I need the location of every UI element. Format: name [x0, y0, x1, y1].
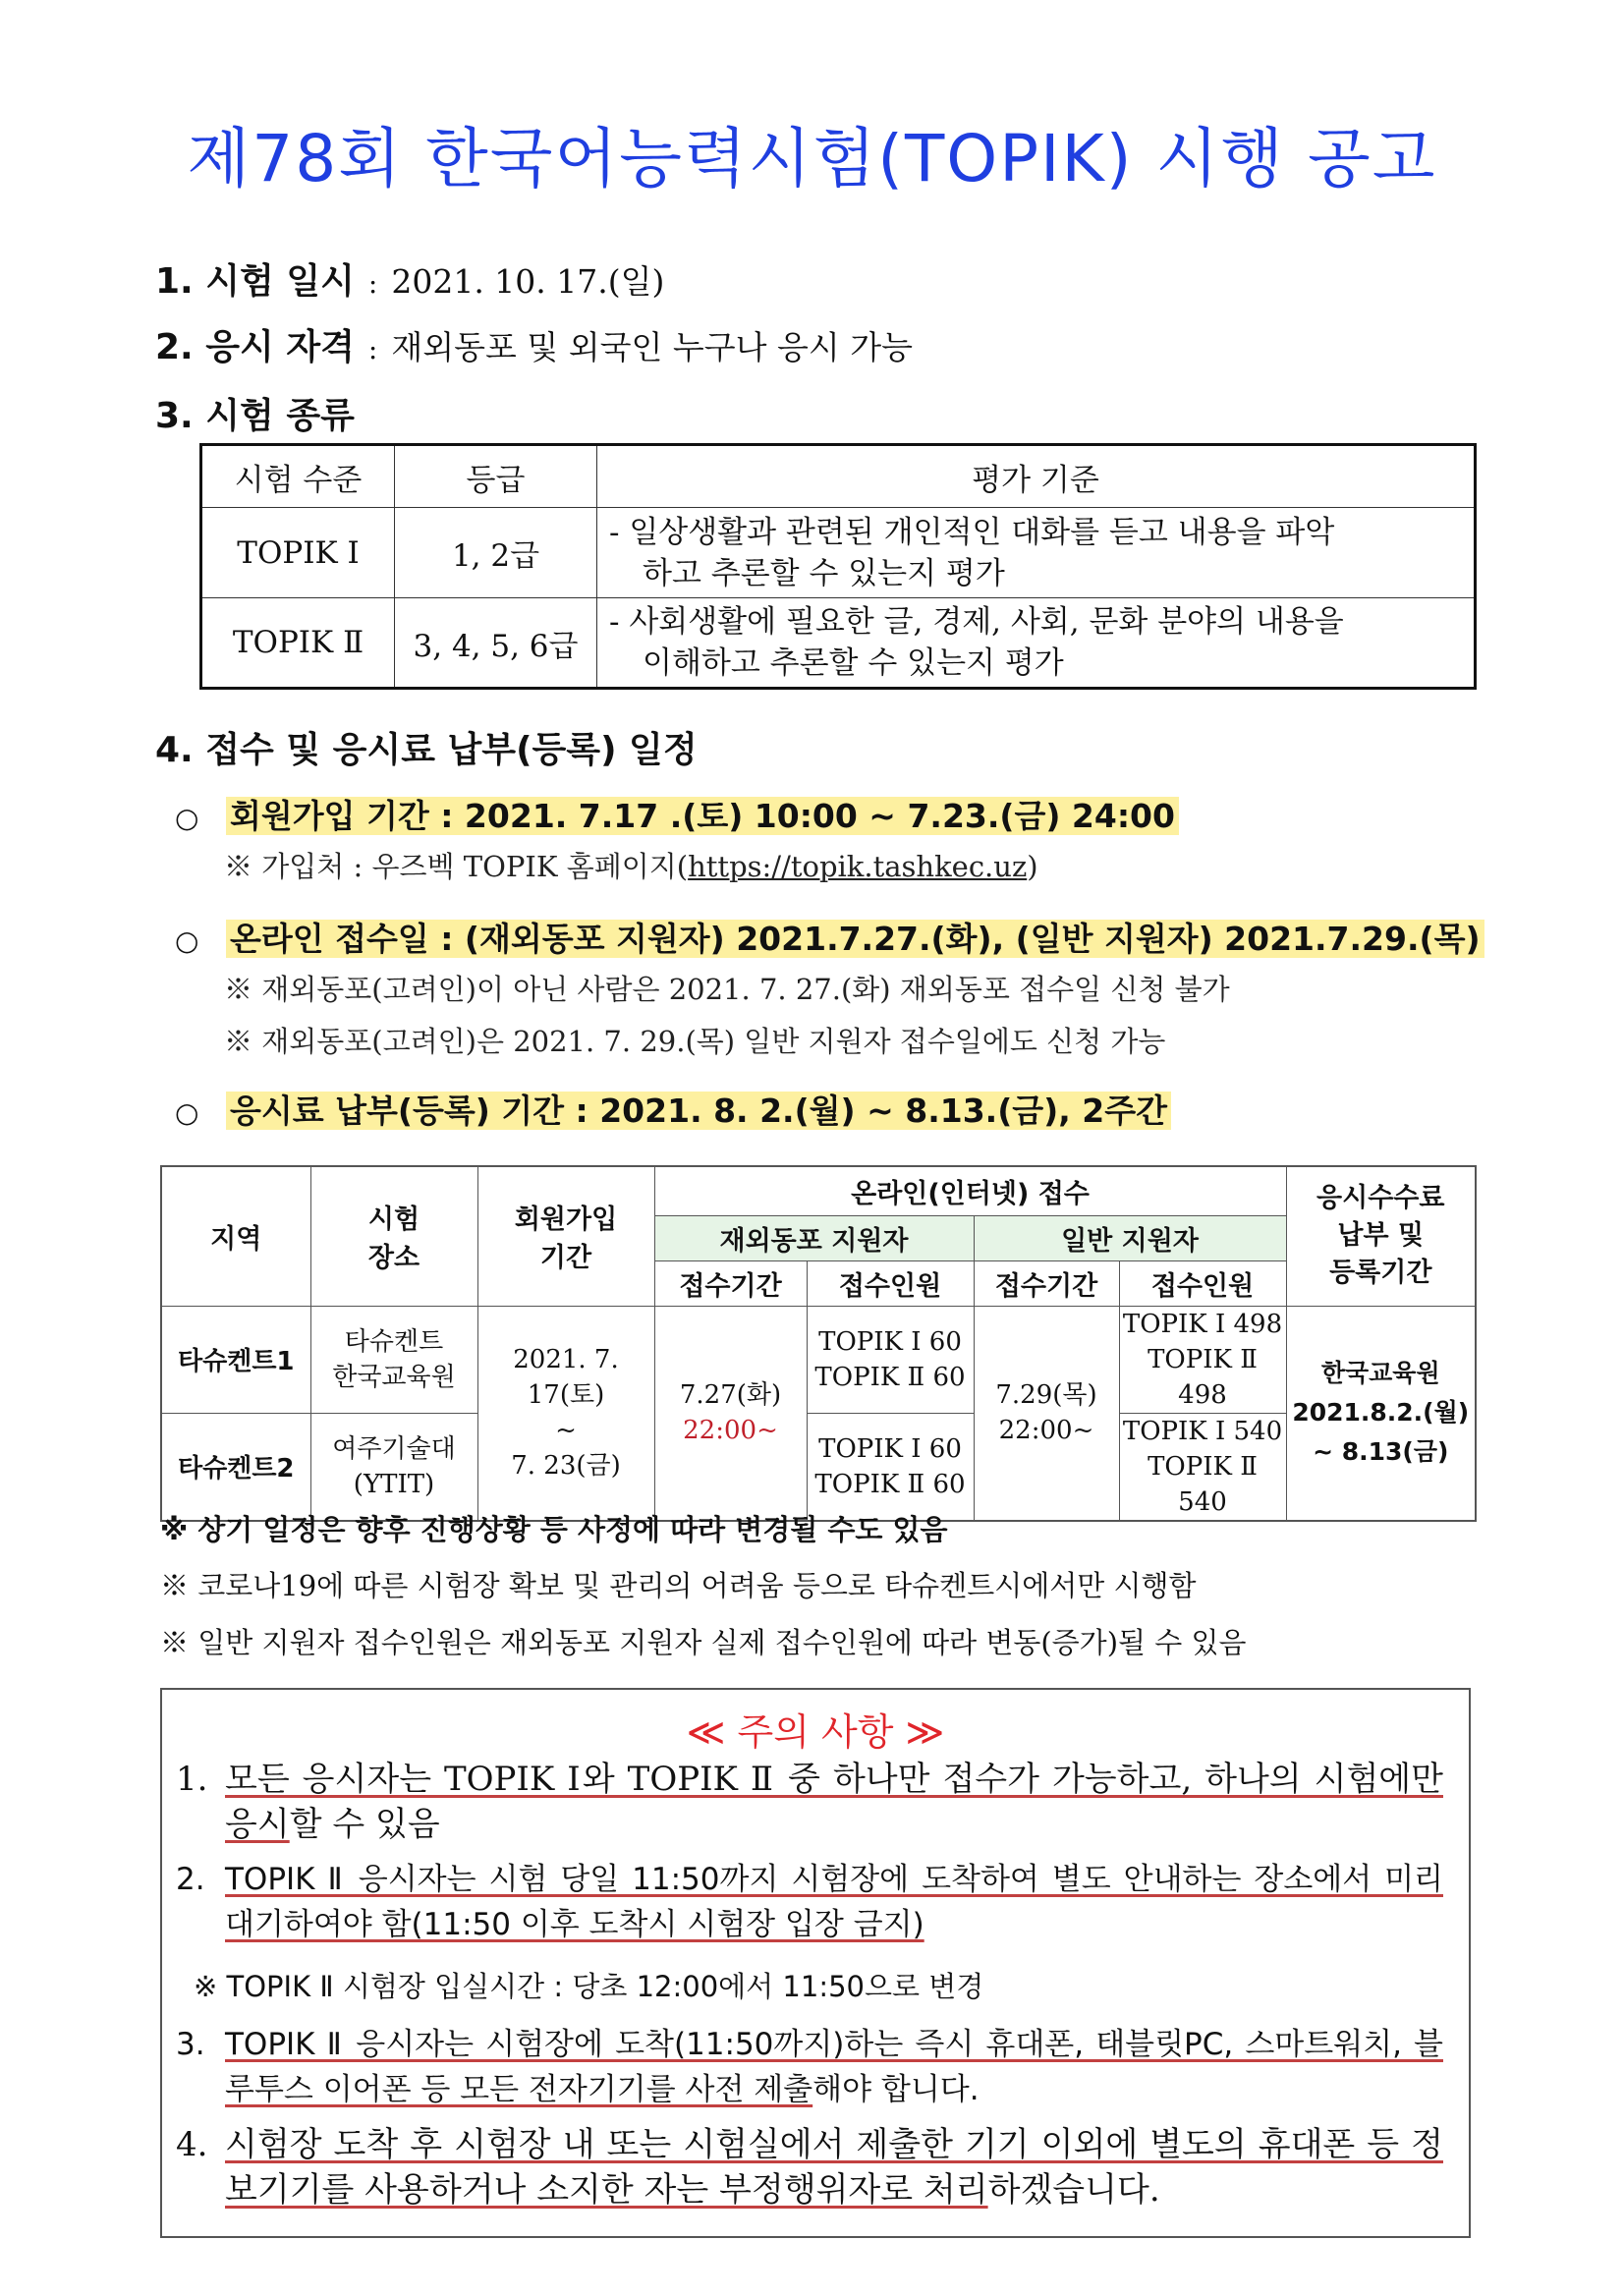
criteria-line: - 사회생활에 필요한 글, 경제, 사회, 문화 분야의 내용을 [609, 604, 1344, 640]
header-fee: 응시수수료 납부 및 등록기간 [1286, 1166, 1476, 1306]
item-number: 2. [176, 1862, 205, 1897]
region-cell: 타슈켄트2 [161, 1413, 310, 1521]
section-exam-date [155, 253, 664, 304]
bullet-circle: ○ [175, 924, 199, 957]
diaspora-period-cell: 7.27(화) 22:00~ [654, 1306, 807, 1521]
item-number: 4. [176, 2125, 208, 2164]
section-exam-types [155, 388, 355, 438]
caution-item [176, 2122, 1443, 2212]
online-apply-bullet [175, 914, 1484, 960]
caution-item [176, 2022, 1443, 2112]
caution-text: 할 수 있음 [289, 1805, 440, 1844]
caution-text: TOPIK Ⅱ 응시자는 시험장에 도착(11:50까지)하는 즉시 휴대폰, 태블릿PC, 스마트워치, 블루투스 이어폰 등 모든 전자기기를 사전 제출 [225, 2027, 1443, 2107]
section-label: 3. 시험 종류 [155, 396, 355, 436]
caution-text: 시험장 도착 후 시험장 내 또는 시험실에서 제출한 기기 이외에 별도의 휴대폰 등 정보기기를 사용하거나 소지한 자는 부정행위자로 처리 [225, 2125, 1443, 2210]
note-text: 재외동포(고려인)이 아닌 사람은 2021. 7. 27.(화) 재외동포 접수일 신청 불가 [261, 973, 1230, 1006]
section-label: 2. 응시 자격 [155, 327, 355, 367]
caution-note: ※ TOPIK Ⅱ 시험장 입실시간 : 당초 12:00에서 11:50으로 변경 [194, 1970, 984, 2003]
level-cell: TOPIK Ⅱ [201, 598, 395, 689]
quota-cell: TOPIK Ⅰ 60 TOPIK Ⅱ 60 [807, 1413, 974, 1521]
quota-cell: TOPIK Ⅰ 60 TOPIK Ⅱ 60 [807, 1306, 974, 1413]
signup-site-note [224, 845, 1038, 885]
quota-cell: TOPIK Ⅰ 498 TOPIK Ⅱ 498 [1119, 1306, 1286, 1413]
online-apply-note [224, 968, 1230, 1008]
caution-item [176, 1857, 1443, 1947]
online-apply-text: 온라인 접수일 : (재외동포 지원자) 2021.7.27.(화), (일반 지원자) 2021.7.29.(목) [226, 920, 1484, 958]
header-signup: 회원가입 기간 [477, 1166, 654, 1306]
region-cell: 타슈켄트1 [161, 1306, 310, 1413]
caution-text: 하겠습니다. [987, 2170, 1160, 2210]
header-region: 지역 [161, 1166, 310, 1306]
caution-box [160, 1688, 1471, 2238]
header-grade: 등급 [395, 445, 597, 508]
fee-period-bullet [175, 1086, 1171, 1132]
online-apply-note [224, 1020, 1165, 1060]
section-label: 4. 접수 및 응시료 납부(등록) 일정 [155, 730, 698, 770]
page-title: 제78회 한국어능력시험(TOPIK) 시행 공고 [187, 121, 1437, 196]
note-text: 재외동포(고려인)은 2021. 7. 29.(목) 일반 지원자 접수일에도 신청 가능 [261, 1025, 1166, 1058]
criteria-line: 이해하고 추론할 수 있는지 평가 [643, 645, 1064, 681]
exam-types-table [199, 443, 1477, 690]
eligibility-value: 재외동포 및 외국인 누구나 응시 가능 [391, 328, 913, 366]
criteria-cell [597, 598, 1476, 689]
table-row [201, 508, 1476, 598]
header-level: 시험 수준 [201, 445, 395, 508]
item-number: 1. [176, 1760, 208, 1799]
colon: : [367, 267, 378, 300]
header-quota: 접수인원 [807, 1260, 974, 1306]
note-mark: ※ [224, 850, 253, 883]
level-cell: TOPIK Ⅰ [201, 508, 395, 598]
note-mark: ※ [224, 973, 253, 1006]
caution-title: ≪ 주의 사항 ≫ [686, 1710, 945, 1754]
header-diaspora: 재외동포 지원자 [654, 1215, 974, 1260]
fee-period-text: 응시료 납부(등록) 기간 : 2021. 8. 2.(월) ~ 8.13.(금), 2주간 [226, 1092, 1171, 1130]
note-text: ) [1027, 850, 1038, 883]
bullet-circle: ○ [175, 1096, 199, 1129]
header-online: 온라인(인터넷) 접수 [654, 1166, 1286, 1215]
note-mark: ※ [224, 1025, 253, 1058]
caution-text: 해야 합니다. [812, 2072, 980, 2107]
venue-cell: 여주기술대 (YTIT) [310, 1413, 477, 1521]
criteria-cell [597, 508, 1476, 598]
grade-cell: 3, 4, 5, 6급 [395, 598, 597, 689]
header-venue: 시험 장소 [310, 1166, 477, 1306]
caution-text: 모든 응시자는 TOPIK Ⅰ와 TOPIK Ⅱ 중 하나만 접수가 가능하고, 하나의 시험에만 응시 [225, 1760, 1443, 1844]
fee-period-cell: 한국교육원 2021.8.2.(월) ~ 8.13(금) [1286, 1306, 1476, 1521]
footnote: ※ 일반 지원자 접수인원은 재외동포 지원자 실제 접수인원에 따라 변동(증가)될 수 있음 [160, 1626, 1247, 1659]
bullet-circle: ○ [175, 802, 199, 834]
caution-text: TOPIK Ⅱ 응시자는 시험 당일 11:50까지 시험장에 도착하여 별도 안내하는 장소에서 미리 대기하여야 함(11:50 이후 도착시 시험장 입장 금지) [225, 1862, 1443, 1942]
header-period: 접수기간 [654, 1260, 807, 1306]
footnote: ※ 상기 일정은 향후 진행상황 등 사정에 따라 변경될 수도 있음 [160, 1513, 948, 1546]
criteria-line: 하고 추론할 수 있는지 평가 [643, 555, 1005, 591]
table-row [201, 598, 1476, 689]
general-period-cell: 7.29(목) 22:00~ [974, 1306, 1119, 1521]
quota-cell: TOPIK Ⅰ 540 TOPIK Ⅱ 540 [1119, 1413, 1286, 1521]
note-text: 가입처 : 우즈벡 TOPIK 홈페이지( [261, 850, 689, 883]
caution-item [176, 1757, 1443, 1847]
criteria-line: - 일상생활과 관련된 개인적인 대화를 듣고 내용을 파악 [609, 514, 1335, 550]
item-number: 3. [176, 2027, 205, 2062]
header-quota: 접수인원 [1119, 1260, 1286, 1306]
table-header-row [161, 1166, 1476, 1215]
signup-period-text: 회원가입 기간 : 2021. 7.17 .(토) 10:00 ~ 7.23.(금) 24:00 [226, 797, 1179, 835]
table-row [161, 1306, 1476, 1413]
section-schedule [155, 722, 698, 772]
section-label: 1. 시험 일시 [155, 261, 355, 302]
footnote: ※ 코로나19에 따른 시험장 확보 및 관리의 어려움 등으로 타슈켄트시에서만 시행함 [160, 1569, 1197, 1602]
exam-date-value: 2021. 10. 17.(일) [391, 262, 665, 301]
header-general: 일반 지원자 [974, 1215, 1286, 1260]
header-period: 접수기간 [974, 1260, 1119, 1306]
colon: : [367, 333, 378, 365]
table-header-row [201, 445, 1476, 508]
signup-period-bullet [175, 791, 1179, 837]
section-eligibility [155, 319, 913, 369]
header-criteria: 평가 기준 [597, 445, 1476, 508]
topik-homepage-link[interactable]: https://topik.tashkec.uz [688, 850, 1028, 883]
grade-cell: 1, 2급 [395, 508, 597, 598]
table-row [161, 1413, 1476, 1521]
signup-period-cell: 2021. 7. 17(토) ~ 7. 23(금) [477, 1306, 654, 1521]
venue-cell: 타슈켄트 한국교육원 [310, 1306, 477, 1413]
region-schedule-table [160, 1165, 1477, 1522]
